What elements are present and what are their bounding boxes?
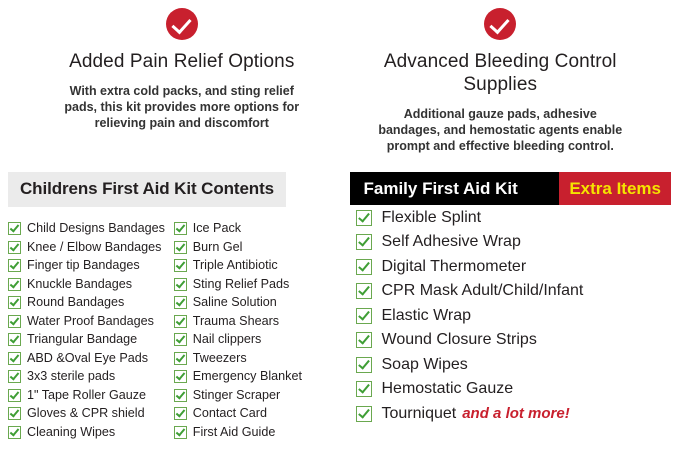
list-item: Round Bandages	[8, 293, 174, 312]
childrens-kit-header: Childrens First Aid Kit Contents	[8, 172, 286, 207]
checkmark-icon	[8, 407, 21, 420]
list-item: Burn Gel	[174, 238, 340, 257]
family-kit-title: Family First Aid Kit	[350, 172, 560, 205]
list-item: Tweezers	[174, 349, 340, 368]
family-kit-list-wrap	[350, 205, 672, 426]
kit-contents-row	[0, 172, 679, 441]
checkmark-icon	[8, 352, 21, 365]
checkmark-icon	[174, 315, 187, 328]
checkmark-icon	[8, 222, 21, 235]
list-item: CPR Mask Adult/Child/Infant	[356, 279, 672, 304]
list-item: Knee / Elbow Bandages	[8, 238, 174, 257]
list-item: Trauma Shears	[174, 312, 340, 331]
feature-block-bleeding-control	[340, 8, 679, 154]
checkmark-icon	[8, 333, 21, 346]
checkmark-icon	[174, 278, 187, 291]
checkmark-icon	[8, 259, 21, 272]
list-item: Flexible Splint	[356, 205, 672, 230]
list-item: Finger tip Bandages	[8, 256, 174, 275]
checkmark-icon	[174, 407, 187, 420]
feature-description: With extra cold packs, and sting relief pads, this kit provides more options for relieving pain and discomfort	[64, 84, 300, 130]
list-item: Soap Wipes	[356, 352, 672, 377]
and-a-lot-more-tagline: and a lot more!	[462, 404, 570, 422]
feature-title: Added Pain Relief Options	[69, 51, 295, 72]
list-item: Ice Pack	[174, 219, 340, 238]
checkmark-icon	[174, 370, 187, 383]
checkmark-icon	[174, 333, 187, 346]
checkmark-icon	[8, 241, 21, 254]
list-item: Knuckle Bandages	[8, 275, 174, 294]
item-list	[356, 205, 672, 426]
checkmark-icon	[174, 426, 187, 439]
list-item: Hemostatic Gauze	[356, 377, 672, 402]
list-item: Stinger Scraper	[174, 386, 340, 405]
list-item: Cleaning Wipes	[8, 423, 174, 442]
list-item: Self Adhesive Wrap	[356, 230, 672, 255]
list-item: Saline Solution	[174, 293, 340, 312]
list-item: Triangular Bandage	[8, 330, 174, 349]
childrens-kit-column-2	[174, 219, 340, 441]
feature-block-pain-relief	[0, 8, 340, 154]
checkmark-icon	[356, 283, 372, 299]
checkmark-icon	[356, 308, 372, 324]
checkmark-icon	[356, 234, 372, 250]
list-item: Contact Card	[174, 404, 340, 423]
feature-title: Advanced Bleeding Control Supplies	[383, 51, 617, 95]
list-item: 1" Tape Roller Gauze	[8, 386, 174, 405]
childrens-kit-panel	[0, 172, 340, 441]
item-list	[8, 219, 174, 441]
list-item: Triple Antibiotic	[174, 256, 340, 275]
checkmark-icon	[356, 210, 372, 226]
childrens-kit-lists	[8, 219, 340, 441]
checkmark-icon	[8, 426, 21, 439]
check-circle-icon	[484, 8, 516, 40]
family-kit-header	[350, 172, 672, 205]
family-kit-panel	[340, 172, 679, 441]
list-item: Elastic Wrap	[356, 303, 672, 328]
item-list	[174, 219, 340, 441]
list-item: Gloves & CPR shield	[8, 404, 174, 423]
checkmark-icon	[174, 259, 187, 272]
checkmark-icon	[174, 241, 187, 254]
checkmark-icon	[8, 278, 21, 291]
list-item: Sting Relief Pads	[174, 275, 340, 294]
list-item: Wound Closure Strips	[356, 328, 672, 353]
checkmark-icon	[8, 315, 21, 328]
feature-row	[0, 0, 679, 154]
list-item: 3x3 sterile pads	[8, 367, 174, 386]
checkmark-icon	[356, 259, 372, 275]
checkmark-icon	[356, 332, 372, 348]
list-item: Digital Thermometer	[356, 254, 672, 279]
list-item: Emergency Blanket	[174, 367, 340, 386]
checkmark-icon	[174, 222, 187, 235]
check-circle-icon	[166, 8, 198, 40]
checkmark-icon	[8, 370, 21, 383]
list-item: ABD &Oval Eye Pads	[8, 349, 174, 368]
checkmark-icon	[8, 389, 21, 402]
checkmark-icon	[174, 389, 187, 402]
checkmark-icon	[356, 357, 372, 373]
feature-description: Additional gauze pads, adhesive bandages, and hemostatic agents enable prompt and effective bleeding control.	[378, 107, 623, 153]
extra-items-badge: Extra Items	[559, 172, 671, 205]
childrens-kit-column-1	[8, 219, 174, 441]
checkmark-icon	[8, 296, 21, 309]
checkmark-icon	[356, 381, 372, 397]
checkmark-icon	[174, 352, 187, 365]
checkmark-icon	[356, 406, 372, 422]
list-item: Tourniquet and a lot more!	[356, 401, 672, 426]
list-item: Nail clippers	[174, 330, 340, 349]
checkmark-icon	[174, 296, 187, 309]
list-item: Child Designs Bandages	[8, 219, 174, 238]
list-item: First Aid Guide	[174, 423, 340, 442]
list-item: Water Proof Bandages	[8, 312, 174, 331]
